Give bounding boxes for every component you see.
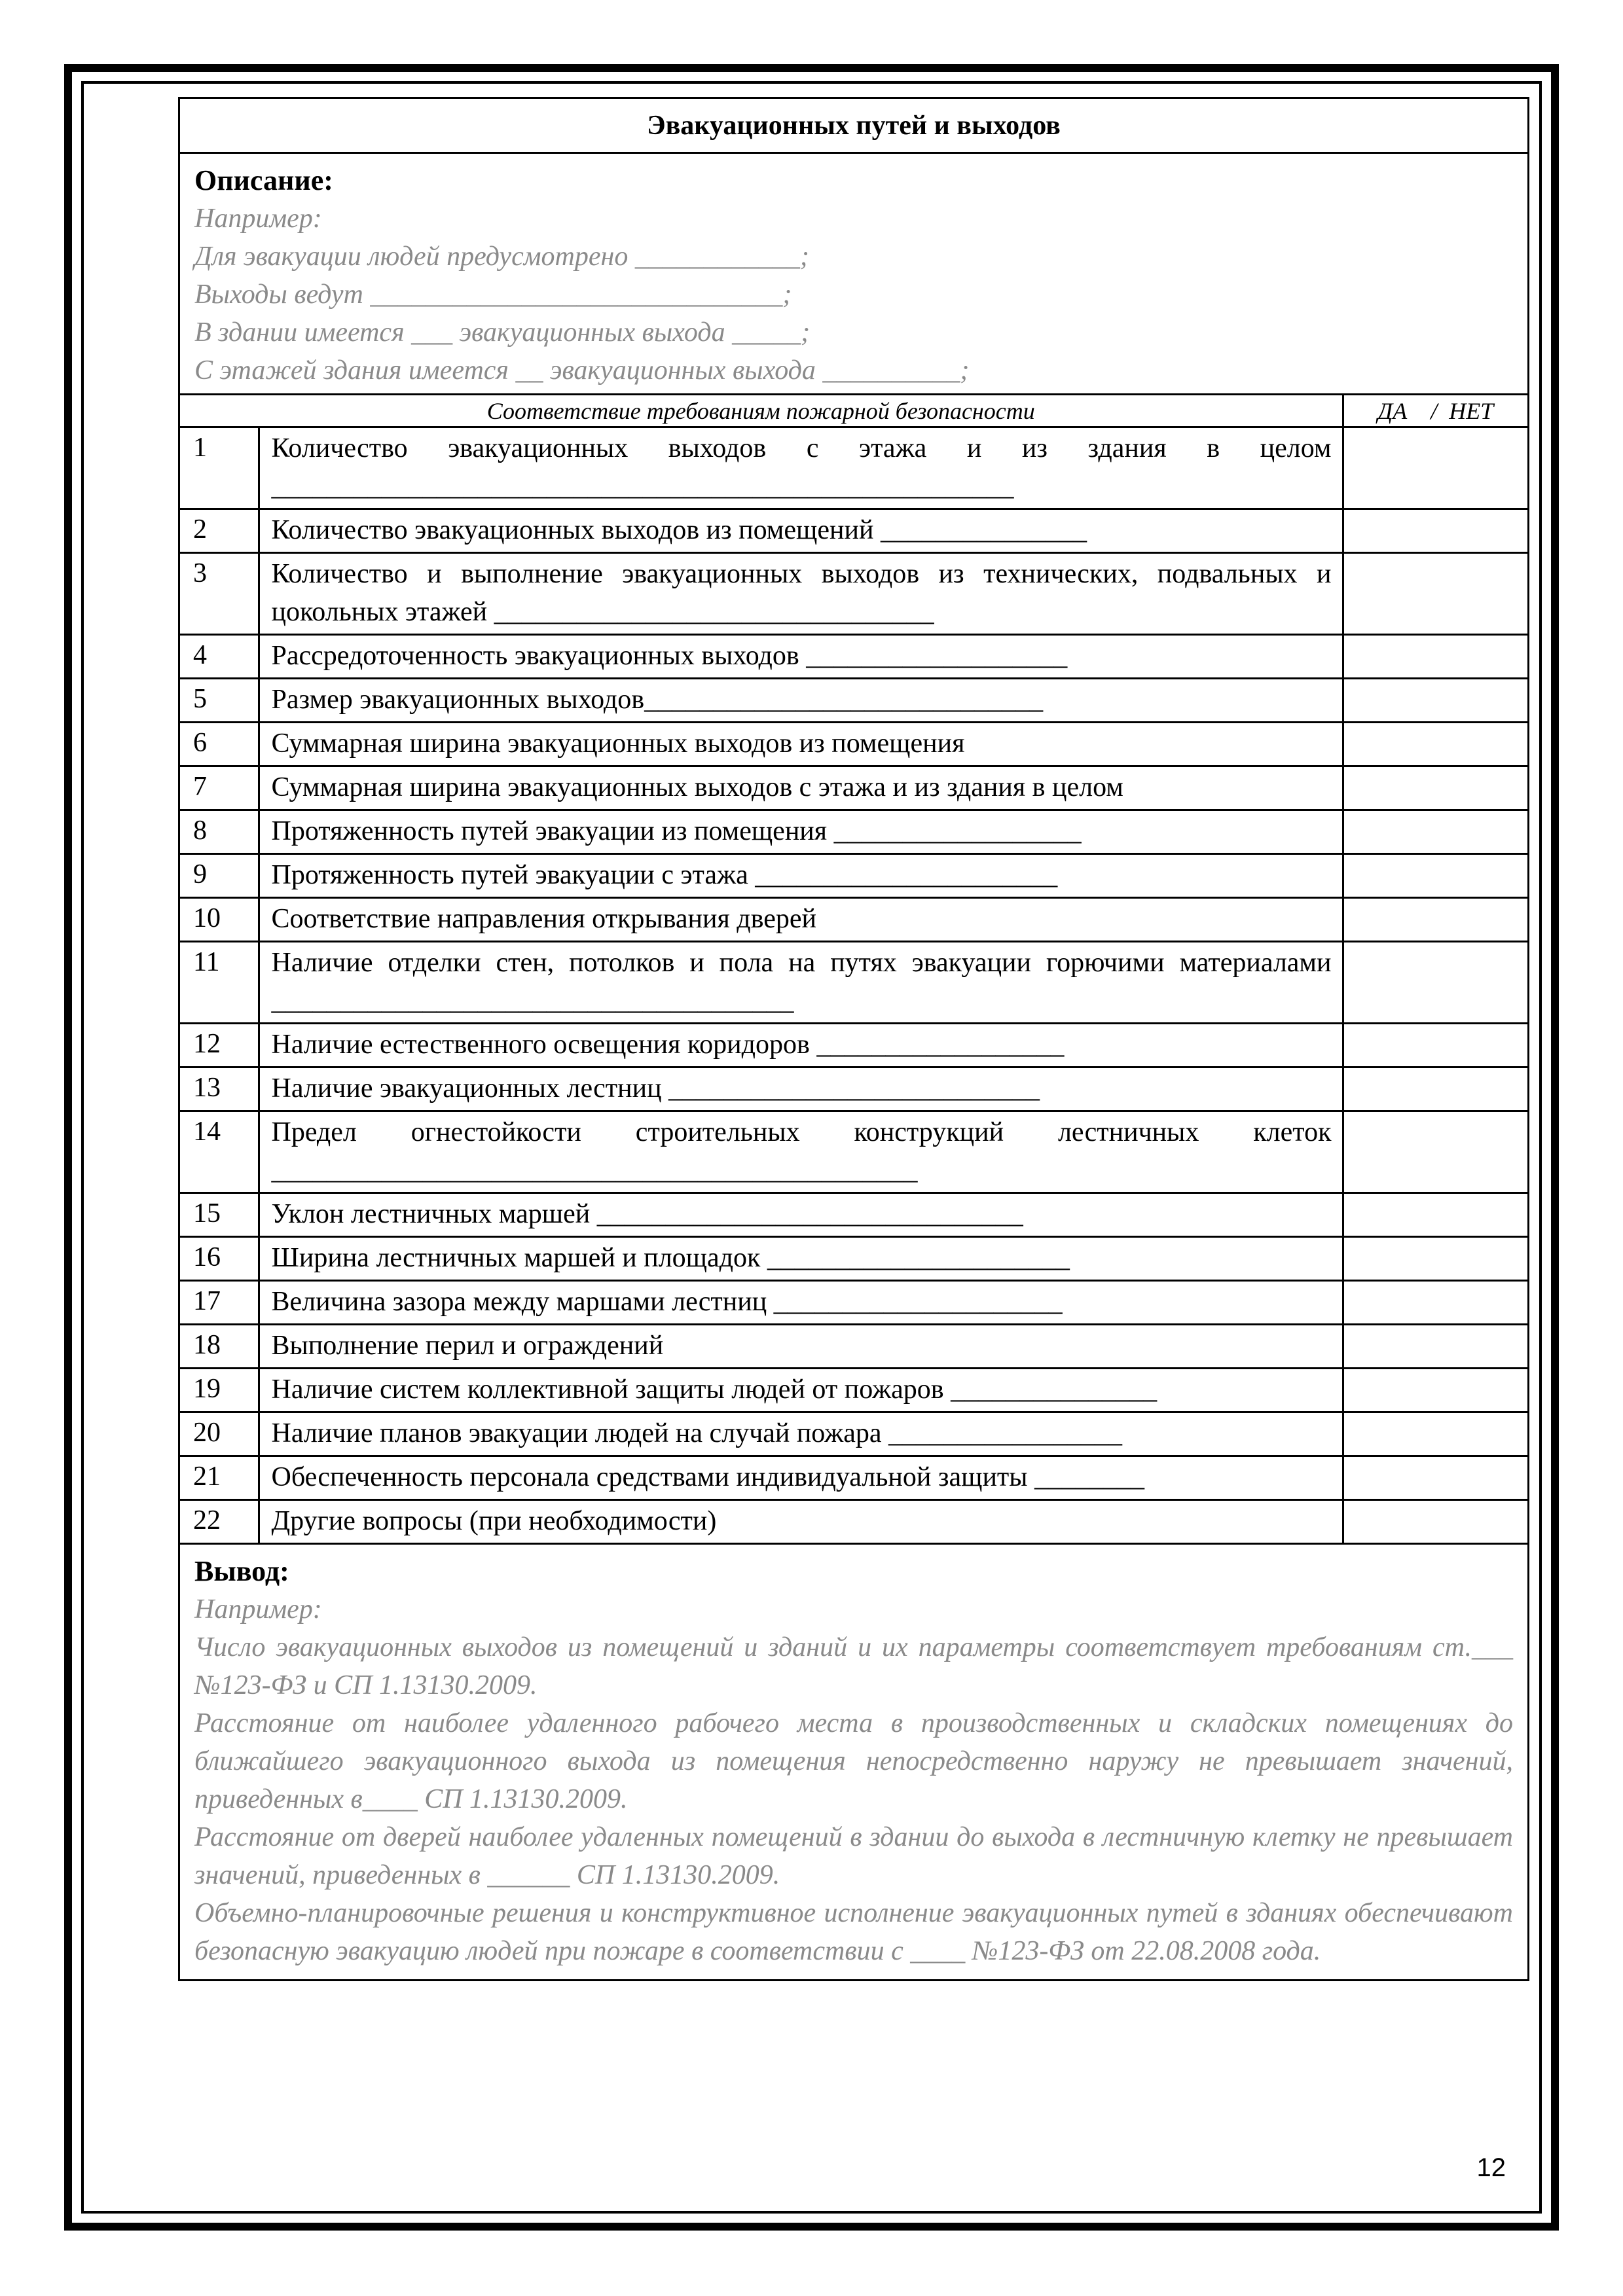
yes-no-answer-cell[interactable]: [1343, 1024, 1527, 1067]
table-row: [180, 810, 1527, 854]
row-number: 3: [180, 553, 259, 635]
yes-no-answer-cell[interactable]: [1343, 942, 1527, 1024]
row-requirement-text: Величина зазора между маршами лестниц _____________________: [259, 1281, 1343, 1325]
row-requirement-text: Ширина лестничных маршей и площадок ______________________: [259, 1237, 1343, 1281]
table-row: [180, 723, 1527, 766]
table-row: [180, 427, 1527, 509]
table-row: [180, 1111, 1527, 1193]
yes-no-answer-cell[interactable]: [1343, 679, 1527, 723]
requirements-column-header: Соответствие требованиям пожарной безопасности: [180, 395, 1343, 427]
row-requirement-text: Обеспеченность персонала средствами индивидуальной защиты ________: [259, 1456, 1343, 1500]
row-requirement-text: Протяженность путей эвакуации с этажа ______________________: [259, 854, 1343, 898]
yes-no-answer-cell[interactable]: [1343, 1193, 1527, 1237]
row-number: 20: [180, 1412, 259, 1456]
yes-no-answer-cell[interactable]: [1343, 766, 1527, 810]
yes-no-column-header: ДА / НЕТ: [1343, 395, 1527, 427]
yes-no-answer-cell[interactable]: [1343, 1111, 1527, 1193]
row-requirement-text: Количество и выполнение эвакуационных выходов из технических, подвальных и цокольных этажей ________________________________: [259, 553, 1343, 635]
table-row: [180, 1456, 1527, 1500]
description-line: С этажей здания имеется __ эвакуационных выхода __________;: [194, 355, 970, 386]
row-requirement-text: Протяженность путей эвакуации из помещения __________________: [259, 810, 1343, 854]
yes-no-answer-cell[interactable]: [1343, 1281, 1527, 1325]
row-number: 18: [180, 1325, 259, 1369]
table-row: [180, 1237, 1527, 1281]
yes-no-answer-cell[interactable]: [1343, 1237, 1527, 1281]
table-row: [180, 553, 1527, 635]
table-header-row: [180, 395, 1527, 427]
row-number: 4: [180, 635, 259, 679]
row-number: 8: [180, 810, 259, 854]
row-number: 22: [180, 1500, 259, 1544]
row-requirement-text: Выполнение перил и ограждений: [259, 1325, 1343, 1369]
table-row: [180, 1369, 1527, 1412]
description-line: Для эвакуации людей предусмотрено ____________;: [194, 242, 809, 272]
yes-no-answer-cell[interactable]: [1343, 854, 1527, 898]
form-title: Эвакуационных путей и выходов: [180, 99, 1527, 154]
row-requirement-text: Наличие естественного освещения коридоров __________________: [259, 1024, 1343, 1067]
row-requirement-text: Уклон лестничных маршей _______________________________: [259, 1193, 1343, 1237]
yes-no-answer-cell[interactable]: [1343, 1412, 1527, 1456]
row-requirement-text: Количество эвакуационных выходов из помещений _______________: [259, 509, 1343, 553]
row-number: 5: [180, 679, 259, 723]
yes-no-answer-cell[interactable]: [1343, 635, 1527, 679]
row-requirement-text: Соответствие направления открывания дверей: [259, 898, 1343, 942]
table-row: [180, 1281, 1527, 1325]
row-number: 2: [180, 509, 259, 553]
description-line: Например:: [194, 204, 322, 234]
yes-no-answer-cell[interactable]: [1343, 1369, 1527, 1412]
conclusion-paragraph: Расстояние от наиболее удаленного рабочего места в производственных и складских помещениях до ближайшего эвакуационного выхода из помещения непосредственно наружу не превышает значений, приведенных в____ СП 1.13130.2009.: [194, 1708, 1513, 1814]
row-number: 14: [180, 1111, 259, 1193]
row-number: 6: [180, 723, 259, 766]
row-number: 10: [180, 898, 259, 942]
conclusion-label: Вывод:: [194, 1555, 289, 1587]
row-number: 12: [180, 1024, 259, 1067]
row-requirement-text: Наличие эвакуационных лестниц ___________________________: [259, 1067, 1343, 1111]
table-row: [180, 1412, 1527, 1456]
table-row: [180, 766, 1527, 810]
row-requirement-text: Наличие отделки стен, потолков и пола на путях эвакуации горючими материалами ______________________________________: [259, 942, 1343, 1024]
row-number: 9: [180, 854, 259, 898]
row-number: 21: [180, 1456, 259, 1500]
table-row: [180, 1024, 1527, 1067]
table-row: [180, 509, 1527, 553]
row-requirement-text: Другие вопросы (при необходимости): [259, 1500, 1343, 1544]
yes-no-answer-cell[interactable]: [1343, 723, 1527, 766]
description-section: [180, 154, 1527, 393]
row-requirement-text: Суммарная ширина эвакуационных выходов из помещения: [259, 723, 1343, 766]
row-number: 15: [180, 1193, 259, 1237]
conclusion-paragraph: Число эвакуационных выходов из помещений и зданий и их параметры соответствует требованиям ст.___ №123-ФЗ и СП 1.13130.2009.: [194, 1632, 1513, 1700]
table-row: [180, 679, 1527, 723]
row-number: 19: [180, 1369, 259, 1412]
row-number: 1: [180, 427, 259, 509]
row-number: 17: [180, 1281, 259, 1325]
row-requirement-text: Предел огнестойкости строительных конструкций лестничных клеток _______________________________________________: [259, 1111, 1343, 1193]
table-row: [180, 1193, 1527, 1237]
yes-no-answer-cell[interactable]: [1343, 1067, 1527, 1111]
table-row: [180, 1067, 1527, 1111]
table-row: [180, 635, 1527, 679]
row-requirement-text: Суммарная ширина эвакуационных выходов с этажа и из здания в целом: [259, 766, 1343, 810]
table-row: [180, 1500, 1527, 1544]
row-requirement-text: Наличие систем коллективной защиты людей от пожаров _______________: [259, 1369, 1343, 1412]
yes-no-answer-cell[interactable]: [1343, 810, 1527, 854]
evacuation-checklist-form: [178, 97, 1529, 1981]
conclusion-paragraph: Расстояние от дверей наиболее удаленных помещений в здании до выхода в лестничную клетку не превышает значений, приведенных в ______ СП 1.13130.2009.: [194, 1822, 1513, 1890]
row-number: 16: [180, 1237, 259, 1281]
yes-no-answer-cell[interactable]: [1343, 427, 1527, 509]
description-line: Выходы ведут ______________________________;: [194, 279, 792, 310]
requirements-table: [180, 393, 1527, 1545]
description-label: Описание:: [194, 164, 333, 196]
row-number: 13: [180, 1067, 259, 1111]
conclusion-example-label: Например:: [194, 1594, 322, 1624]
conclusion-paragraph: Объемно-планировочные решения и конструктивное исполнение эвакуационных путей в зданиях обеспечивают безопасную эвакуацию людей при пожаре в соответствии с ____ №123-ФЗ от 22.08.2008 года.: [194, 1898, 1513, 1966]
yes-no-answer-cell[interactable]: [1343, 1456, 1527, 1500]
yes-no-answer-cell[interactable]: [1343, 509, 1527, 553]
description-line: В здании имеется ___ эвакуационных выхода _____;: [194, 317, 811, 348]
table-row: [180, 942, 1527, 1024]
row-number: 7: [180, 766, 259, 810]
page-number: 12: [1476, 2153, 1506, 2182]
table-row: [180, 898, 1527, 942]
table-row: [180, 1325, 1527, 1369]
table-row: [180, 854, 1527, 898]
row-number: 11: [180, 942, 259, 1024]
yes-no-answer-cell[interactable]: [1343, 1500, 1527, 1544]
yes-no-answer-cell[interactable]: [1343, 1325, 1527, 1369]
row-requirement-text: Размер эвакуационных выходов_____________________________: [259, 679, 1343, 723]
row-requirement-text: Наличие планов эвакуации людей на случай пожара _________________: [259, 1412, 1343, 1456]
conclusion-section: [180, 1545, 1527, 1979]
row-requirement-text: Количество эвакуационных выходов с этажа и из здания в целом ______________________________________________________: [259, 427, 1343, 509]
yes-no-answer-cell[interactable]: [1343, 898, 1527, 942]
row-requirement-text: Рассредоточенность эвакуационных выходов ___________________: [259, 635, 1343, 679]
yes-no-answer-cell[interactable]: [1343, 553, 1527, 635]
